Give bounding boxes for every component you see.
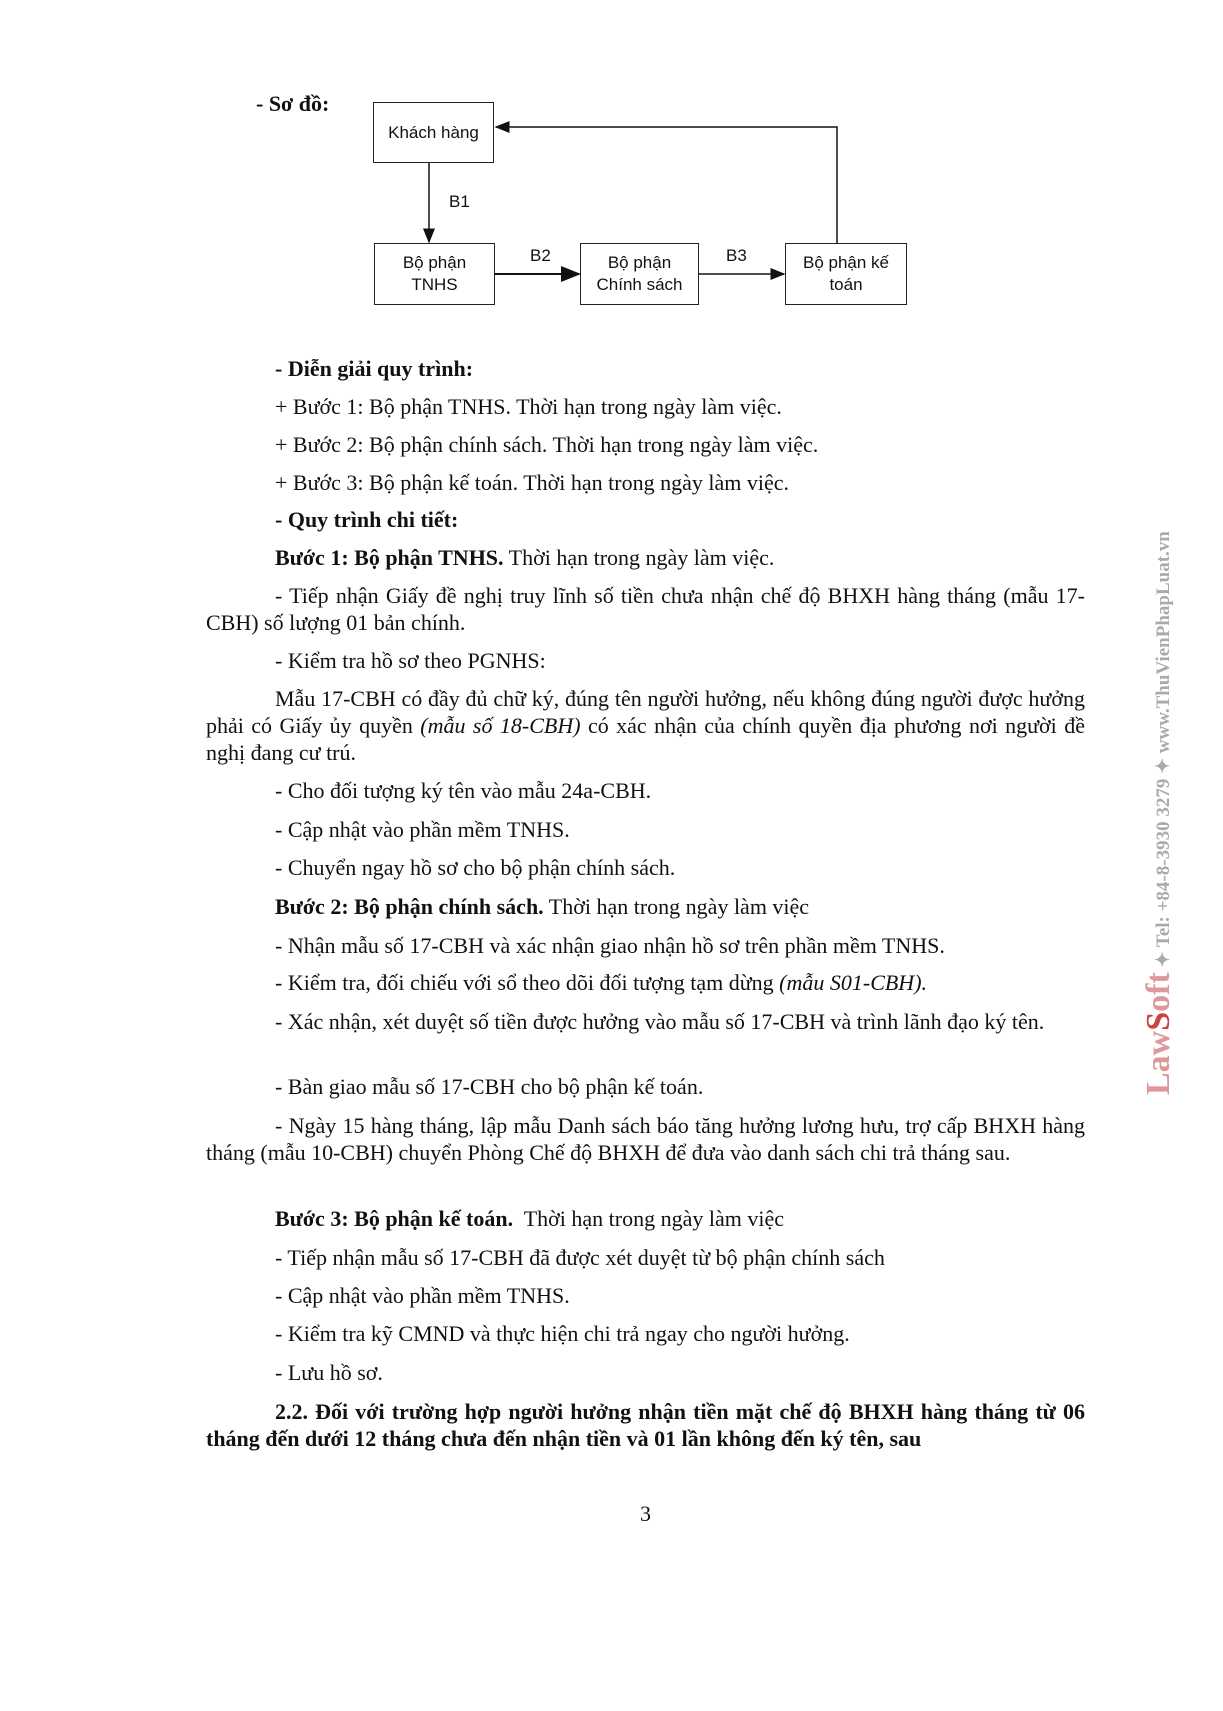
label-b1: B1 bbox=[449, 192, 470, 211]
paragraph: Bước 2: Bộ phận chính sách. Thời hạn trong ngày làm việc bbox=[275, 894, 810, 919]
diagram-heading: - Sơ đồ: bbox=[256, 91, 330, 116]
page-number: 3 bbox=[640, 1501, 651, 1526]
paragraph: - Chuyển ngay hồ sơ cho bộ phận chính sách. bbox=[275, 855, 676, 880]
paragraph: - Cho đối tượng ký tên vào mẫu 24a-CBH. bbox=[275, 778, 652, 803]
paragraph: - Tiếp nhận Giấy đề nghị truy lĩnh số tiền chưa nhận chế độ BHXH hàng tháng (mẫu 17-CBH) số lượng 01 bản chính. bbox=[206, 583, 1085, 635]
paragraph: Bước 3: Bộ phận kế toán. Thời hạn trong ngày làm việc bbox=[275, 1206, 784, 1231]
arrow-return bbox=[496, 127, 837, 243]
label-b3: B3 bbox=[726, 246, 747, 265]
paragraph: - Kiểm tra, đối chiếu với sổ theo dõi đối tượng tạm dừng (mẫu S01-CBH). bbox=[275, 970, 928, 995]
paragraph: - Kiểm tra kỹ CMND và thực hiện chi trả ngay cho người hưởng. bbox=[275, 1321, 850, 1346]
paragraph: - Xác nhận, xét duyệt số tiền được hưởng vào mẫu số 17-CBH và trình lãnh đạo ký tên. bbox=[275, 1009, 1045, 1034]
box-tnhs: Bộ phận TNHS bbox=[374, 243, 495, 305]
paragraph: - Lưu hồ sơ. bbox=[275, 1360, 383, 1385]
paragraph: - Tiếp nhận mẫu số 17-CBH đã được xét duyệt từ bộ phận chính sách bbox=[275, 1245, 885, 1270]
paragraph: + Bước 1: Bộ phận TNHS. Thời hạn trong ngày làm việc. bbox=[275, 394, 782, 419]
label-b2: B2 bbox=[530, 246, 551, 265]
paragraph: - Ngày 15 hàng tháng, lập mẫu Danh sách báo tăng hưởng lương hưu, trợ cấp BHXH hàng tháng (mẫu 10-CBH) chuyển Phòng Chế độ BHXH để đưa vào danh sách chi trả tháng sau. bbox=[206, 1113, 1085, 1165]
paragraph: Mẫu 17-CBH có đầy đủ chữ ký, đúng tên người hưởng, nếu không đúng người được hưởng phải có Giấy ủy quyền (mẫu số 18-CBH) có xác nhận của chính quyền địa phương nơi người đề nghị đang cư trú. bbox=[206, 686, 1085, 765]
paragraph: - Cập nhật vào phần mềm TNHS. bbox=[275, 1283, 570, 1308]
paragraph: 2.2. Đối với trường hợp người hưởng nhận tiền mặt chế độ BHXH hàng tháng từ 06 tháng đến dưới 12 tháng chưa đến nhận tiền và 01 lần không đến ký tên, sau bbox=[206, 1399, 1085, 1451]
paragraph: - Kiểm tra hồ sơ theo PGNHS: bbox=[275, 648, 546, 673]
diagram-arrows bbox=[0, 0, 1223, 340]
box-accounting: Bộ phận kế toán bbox=[785, 243, 907, 305]
paragraph: + Bước 2: Bộ phận chính sách. Thời hạn trong ngày làm việc. bbox=[275, 432, 819, 457]
paragraph: - Quy trình chi tiết: bbox=[275, 507, 459, 532]
box-policy: Bộ phận Chính sách bbox=[580, 243, 699, 305]
watermark: LawSoft ✦ Tel: +84-8-3930 3279 ✦ www.ThuVienPhapLuat.vn bbox=[1140, 531, 1177, 1095]
paragraph: Bước 1: Bộ phận TNHS. Thời hạn trong ngày làm việc. bbox=[275, 545, 775, 570]
paragraph: - Diễn giải quy trình: bbox=[275, 356, 474, 381]
paragraph: - Nhận mẫu số 17-CBH và xác nhận giao nhận hồ sơ trên phần mềm TNHS. bbox=[275, 933, 945, 958]
box-customer: Khách hàng bbox=[373, 102, 494, 163]
paragraph: - Bàn giao mẫu số 17-CBH cho bộ phận kế toán. bbox=[275, 1074, 704, 1099]
paragraph: + Bước 3: Bộ phận kế toán. Thời hạn trong ngày làm việc. bbox=[275, 470, 789, 495]
paragraph: - Cập nhật vào phần mềm TNHS. bbox=[275, 817, 570, 842]
